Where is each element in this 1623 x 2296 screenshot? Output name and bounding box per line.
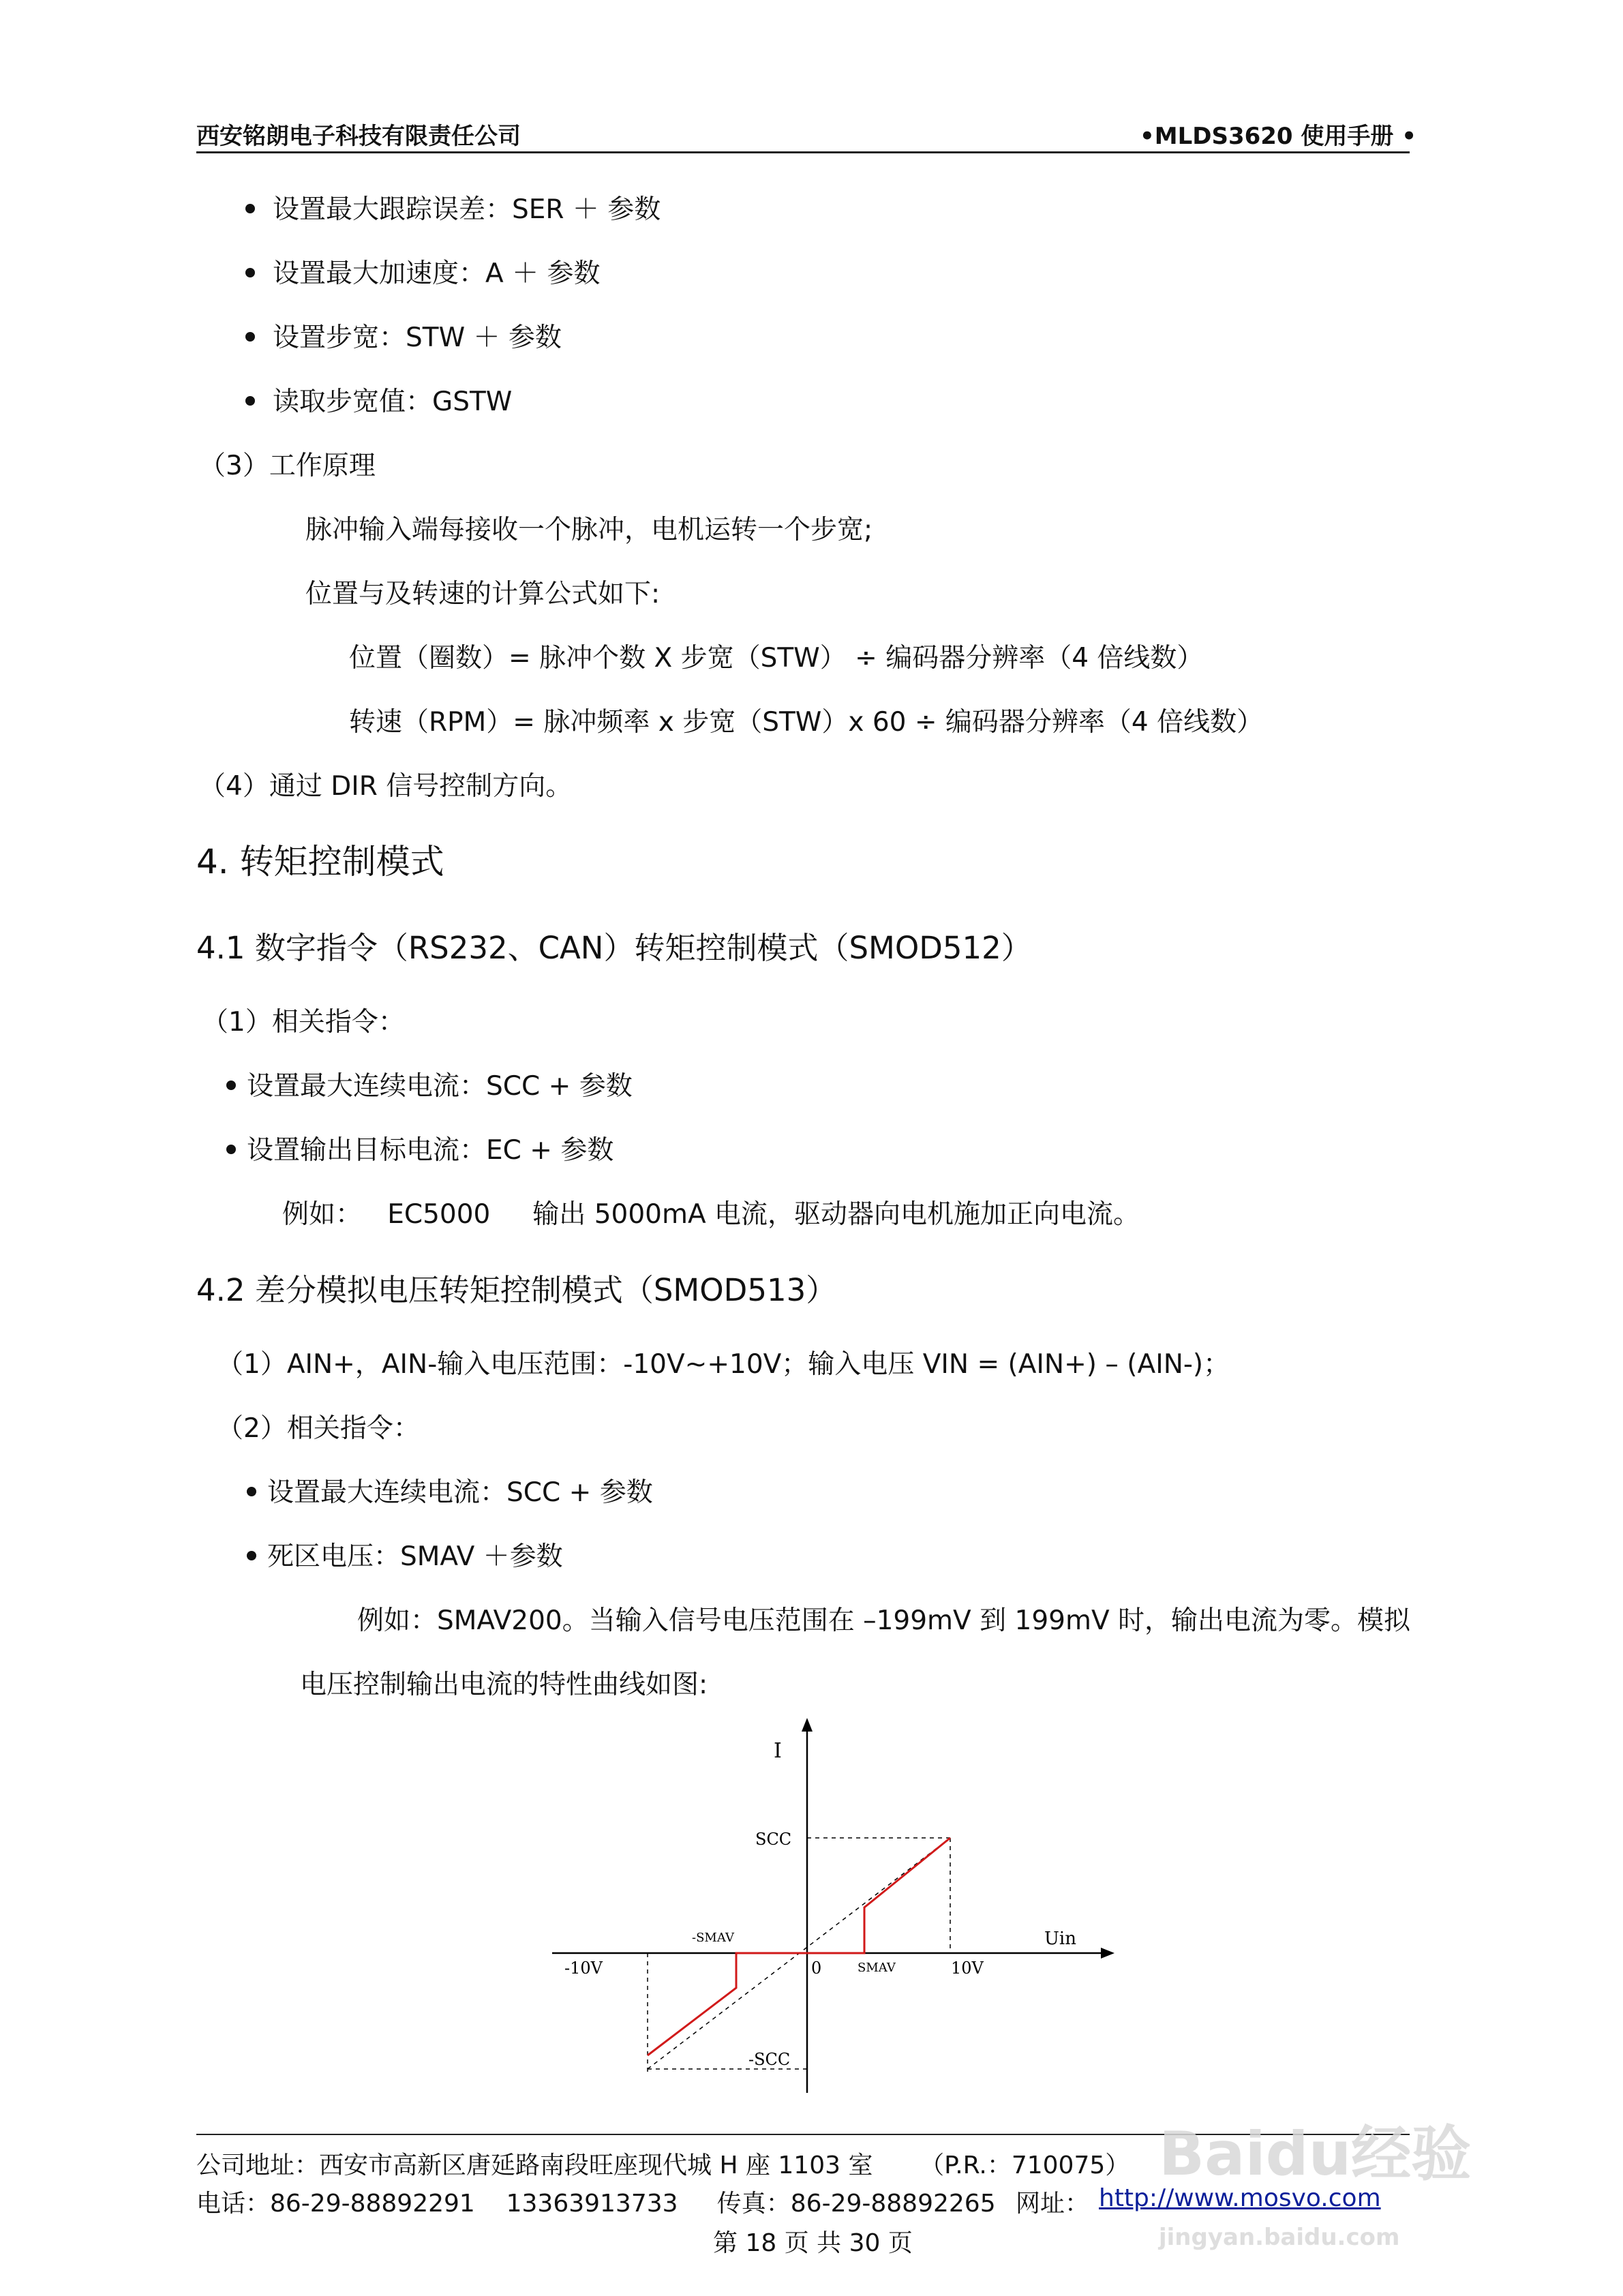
bullet-item: 死区电压：SMAV ＋参数	[247, 1535, 563, 1573]
bullet-item: 读取步宽值：GSTW	[245, 380, 512, 419]
scc-label: SCC	[755, 1830, 792, 1849]
example-line: 例如：SMAV200。当输入信号电压范围在 –199mV 到 199mV 时，输出电流为零。模拟	[357, 1605, 1411, 1636]
principle-heading: （3）工作原理	[199, 451, 376, 481]
x-axis-arrow-icon	[1101, 1948, 1114, 1959]
watermark-logo: Baidu经验	[1159, 2119, 1472, 2189]
origin-label: 0	[811, 1959, 822, 1978]
bullet-icon	[247, 1487, 256, 1496]
bullet-item: 设置最大连续电流：SCC + 参数	[247, 1471, 653, 1509]
position-formula: 位置（圈数）= 脉冲个数 X 步宽（STW） ÷ 编码器分辨率（4 倍线数）	[349, 643, 1204, 674]
footer-web-label: 网址：	[1016, 2190, 1090, 2218]
page-number: 第 18 页 共 30 页	[713, 2229, 913, 2257]
dir-control-line: （4）通过 DIR 信号控制方向。	[199, 771, 573, 802]
bullet-icon	[226, 1145, 236, 1154]
bullet-item: 设置最大连续电流：SCC + 参数	[226, 1065, 633, 1103]
x-pos-10v-label: 10V	[951, 1959, 984, 1978]
principle-line: 位置与及转速的计算公式如下:	[305, 579, 661, 609]
speed-formula: 转速（RPM）= 脉冲频率 x 步宽（STW）x 60 ÷ 编码器分辨率（4 倍线数）	[349, 707, 1264, 738]
section-title: 4. 转矩控制模式	[196, 842, 444, 881]
bullet-icon	[247, 1551, 256, 1560]
output-current-curve	[648, 1838, 950, 2055]
y-axis-label: I	[774, 1739, 782, 1763]
bullet-item: 设置步宽：STW ＋ 参数	[245, 316, 562, 354]
bullet-icon	[226, 1081, 236, 1090]
x-axis-label: Uin	[1044, 1929, 1076, 1949]
x-neg-10v-label: -10V	[564, 1959, 603, 1978]
bullet-icon	[245, 204, 255, 213]
neg-smav-label: -SMAV	[692, 1931, 734, 1945]
voltage-range-line: （1）AIN+，AIN-输入电压范围：-10V~+10V；输入电压 VIN = (AIN+) – (AIN-)；	[217, 1349, 1230, 1380]
example-line: 例如： EC5000 输出 5000mA 电流，驱动器向电机施加正向电流。	[282, 1199, 1140, 1230]
header-company: 西安铭朗电子科技有限责任公司	[196, 123, 521, 150]
bullet-item: 设置最大跟踪误差：SER ＋ 参数	[245, 188, 661, 226]
neg-scc-label: -SCC	[748, 2050, 791, 2069]
watermark-url: jingyan.baidu.com	[1159, 2224, 1400, 2251]
subsection-title: 4.1 数字指令（RS232、CAN）转矩控制模式（SMOD512）	[196, 930, 1032, 966]
y-axis-arrow-icon	[802, 1718, 813, 1732]
footer-address: 公司地址：西安市高新区唐延路南段旺座现代城 H 座 1103 室 （P.R.：710075）	[196, 2151, 1130, 2179]
characteristic-curve-diagram	[532, 1711, 1118, 2106]
bullet-icon	[245, 396, 255, 406]
bullet-item: 设置最大加速度：A ＋ 参数	[245, 252, 600, 290]
bullet-icon	[245, 268, 255, 277]
related-heading: （1）相关指令：	[202, 1007, 405, 1038]
related-heading: （2）相关指令：	[217, 1413, 420, 1444]
principle-line: 脉冲输入端每接收一个脉冲，电机运转一个步宽;	[305, 515, 873, 545]
example-line: 电压控制输出电流的特性曲线如图:	[300, 1670, 708, 1700]
smav-label: SMAV	[858, 1961, 896, 1975]
bullet-item: 设置输出目标电流：EC + 参数	[226, 1129, 613, 1167]
subsection-title: 4.2 差分模拟电压转矩控制模式（SMOD513）	[196, 1272, 837, 1308]
footer-web-link[interactable]: http://www.mosvo.com	[1099, 2184, 1381, 2212]
header-manual-title: •MLDS3620 使用手册 •	[1140, 123, 1416, 150]
bullet-icon	[245, 332, 255, 342]
header-rule	[196, 151, 1410, 153]
footer-phone: 电话：86-29-88892291 13363913733 传真：86-29-88892265	[196, 2190, 996, 2218]
